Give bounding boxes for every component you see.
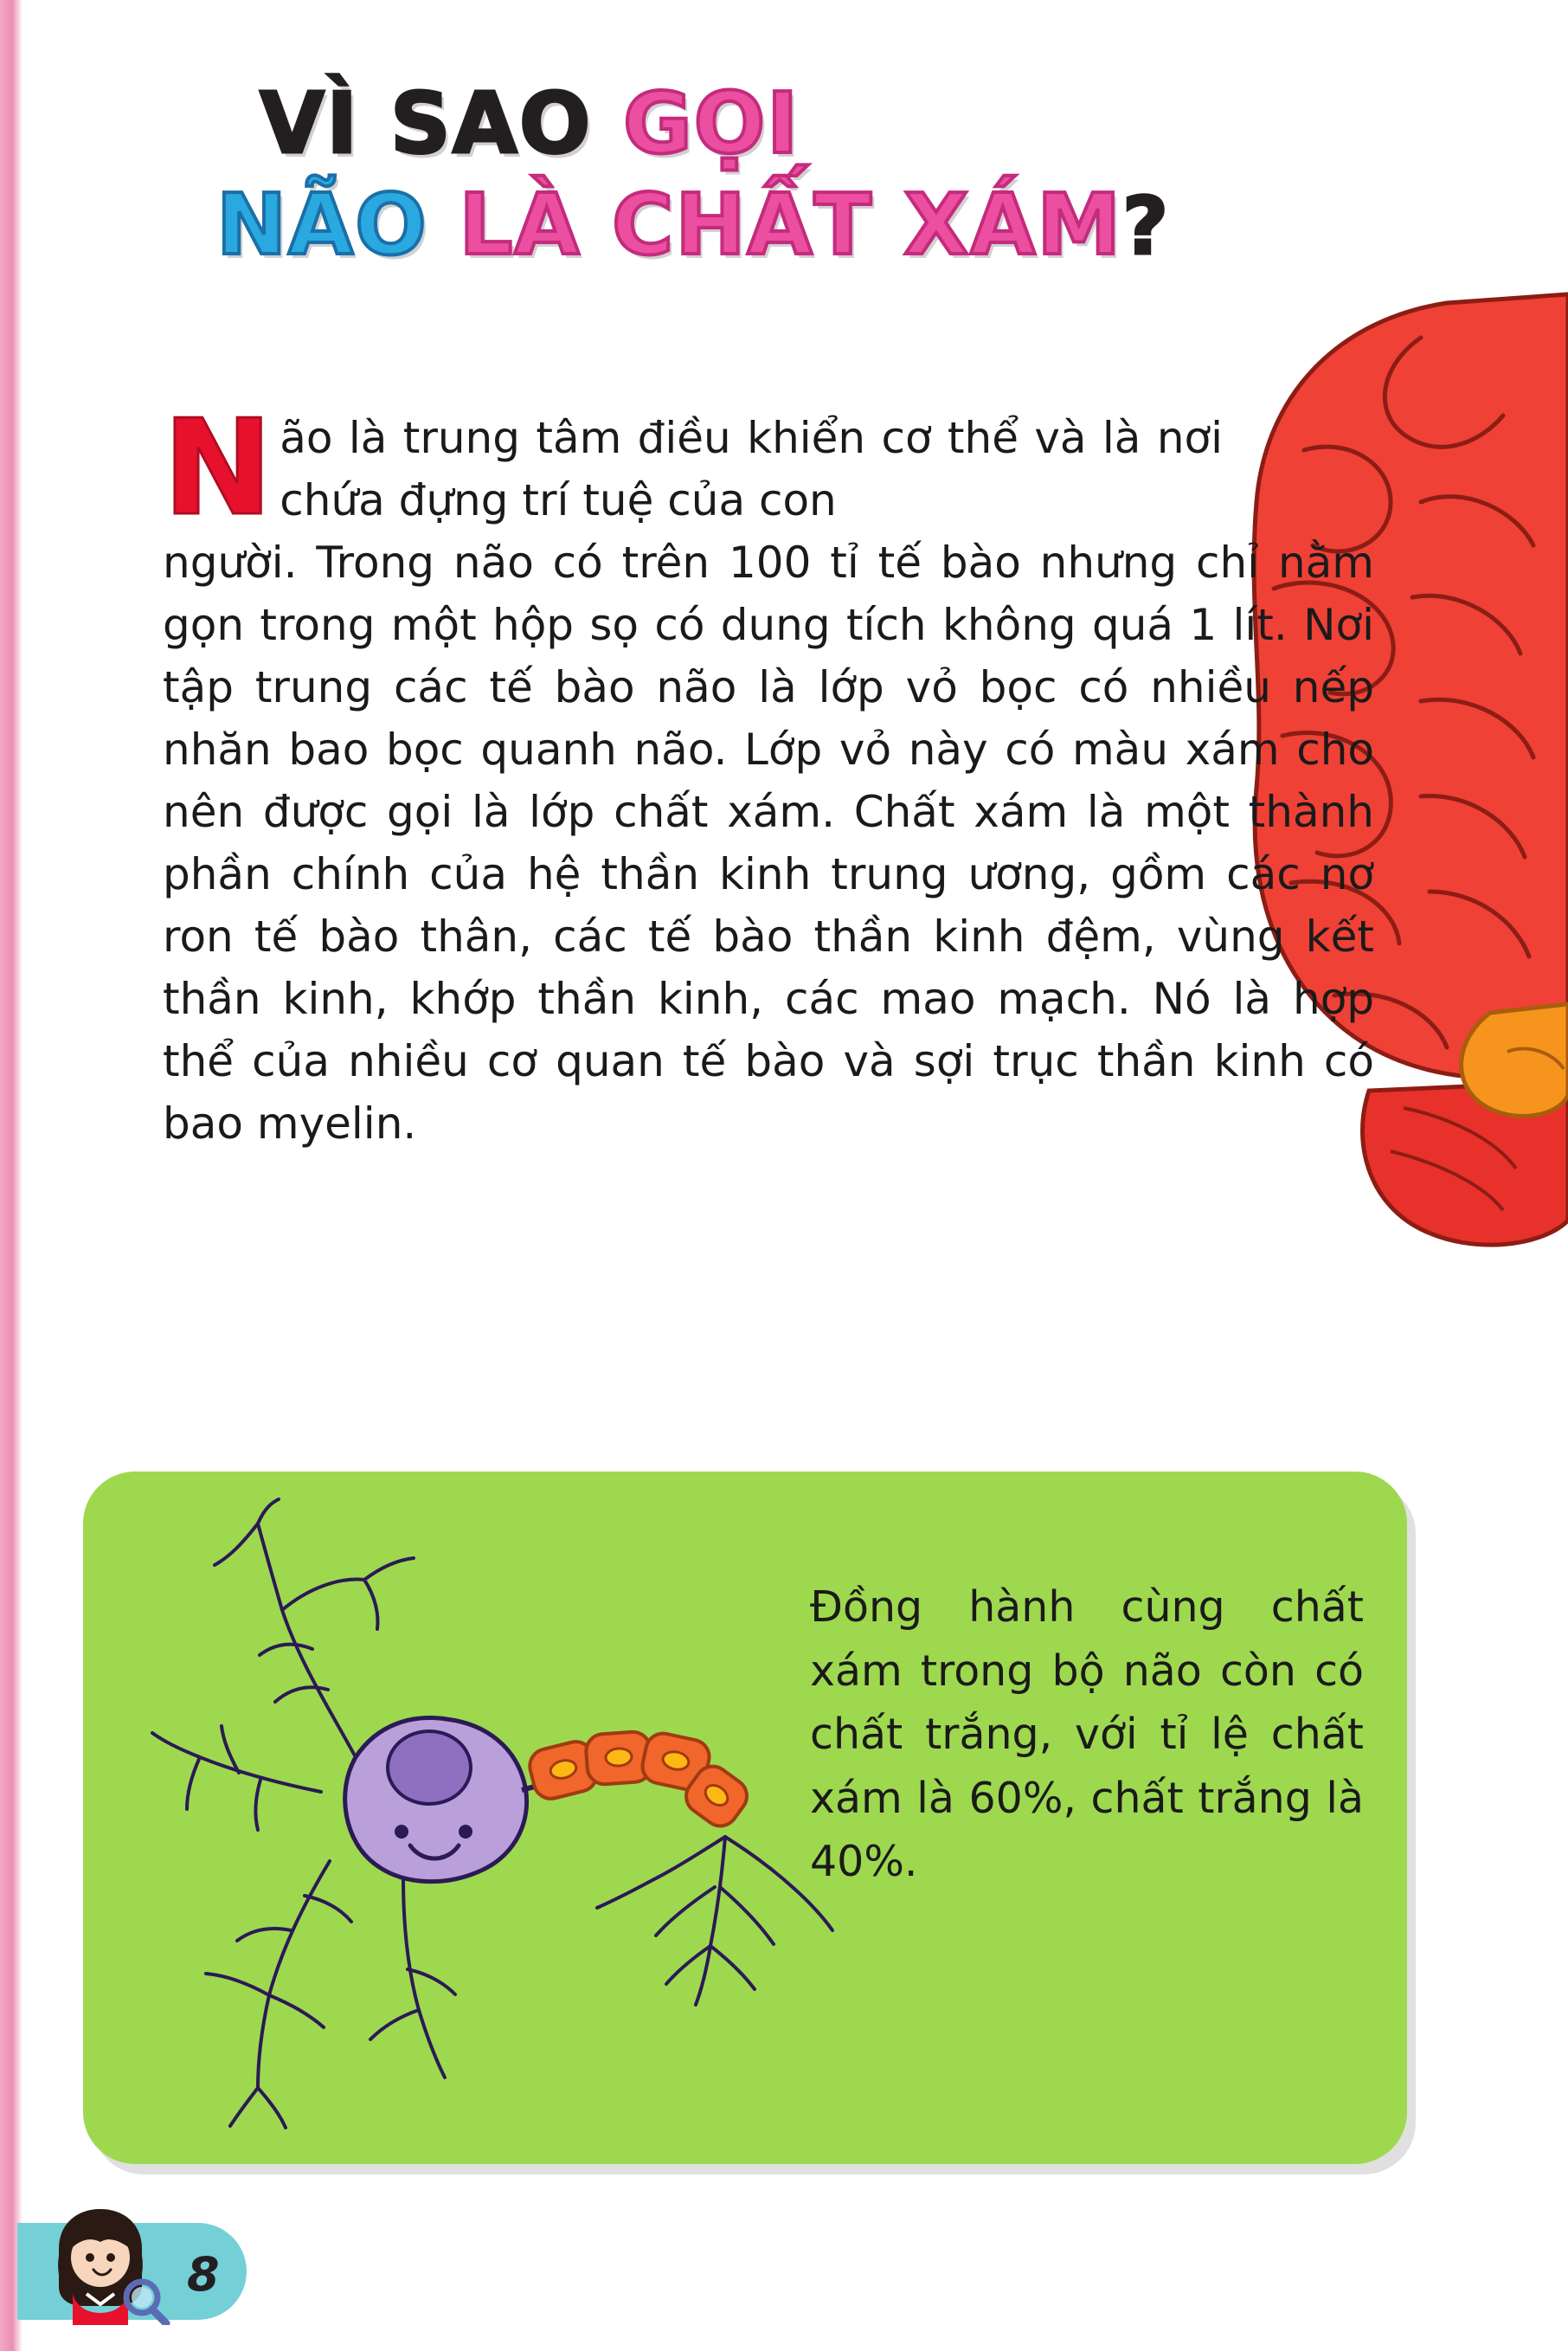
neuron-diagram-illustration [144, 1498, 836, 2138]
page-edge-decoration [0, 0, 22, 2351]
title-segment-nao: NÃO [216, 175, 459, 274]
title-line-1 [216, 74, 1359, 172]
title-segment-vi-sao: VÌ SAO [260, 74, 624, 172]
title-segment-chat-xam: CHẤT XÁM [612, 175, 1122, 274]
paragraph-2: người. Trong não có trên 100 tỉ tế bào nhưng chỉ nằm gọn trong một hộp sọ có dung tích không quá 1 lít. Nơi tập trung các tế bào não là lớp vỏ bọc có nhiều nếp nhăn bao bọc quanh não. Lớp vỏ này có màu xám cho nên được gọi là lớp chất xám. Chất xám là một thành phần chính của hệ thần kinh trung ương, gồm các nơ ron tế bào thân, các tế bào thần kinh đệm, vùng kết thần kinh, khớp thần kinh, các mao mạch. Nó là hợp thể của nhiều cơ quan tế bào và sợi trục thần kinh có bao myelin. [163, 538, 1374, 1149]
title-segment-la: LÀ [459, 175, 613, 274]
paragraph-1-text: ão là trung tâm điều khiển cơ thể và là nơi chứa đựng trí tuệ của con [280, 413, 1223, 525]
page-edge-inner [22, 0, 35, 2351]
drop-cap: N [163, 391, 273, 544]
page-title [216, 74, 1359, 274]
mascot-svg [33, 2204, 171, 2325]
title-line-2 [216, 175, 1359, 274]
fact-box [83, 1472, 1407, 2164]
article-body [163, 391, 1374, 1155]
fact-box-text: Đồng hành cùng chất xám trong bộ não còn có chất trắng, với tỉ lệ chất xám là 60%, chất trắng là 40%. [810, 1582, 1364, 1886]
paragraph-1 [163, 391, 1223, 544]
nucleus [388, 1731, 471, 1804]
neuron-svg [144, 1498, 836, 2138]
page-footer [17, 2223, 247, 2320]
title-segment-goi: GỌI [623, 74, 800, 172]
page-number: 8 [187, 2247, 220, 2302]
title-segment-question-mark: ? [1121, 179, 1171, 273]
girl-with-magnifier-mascot-icon [33, 2204, 171, 2325]
